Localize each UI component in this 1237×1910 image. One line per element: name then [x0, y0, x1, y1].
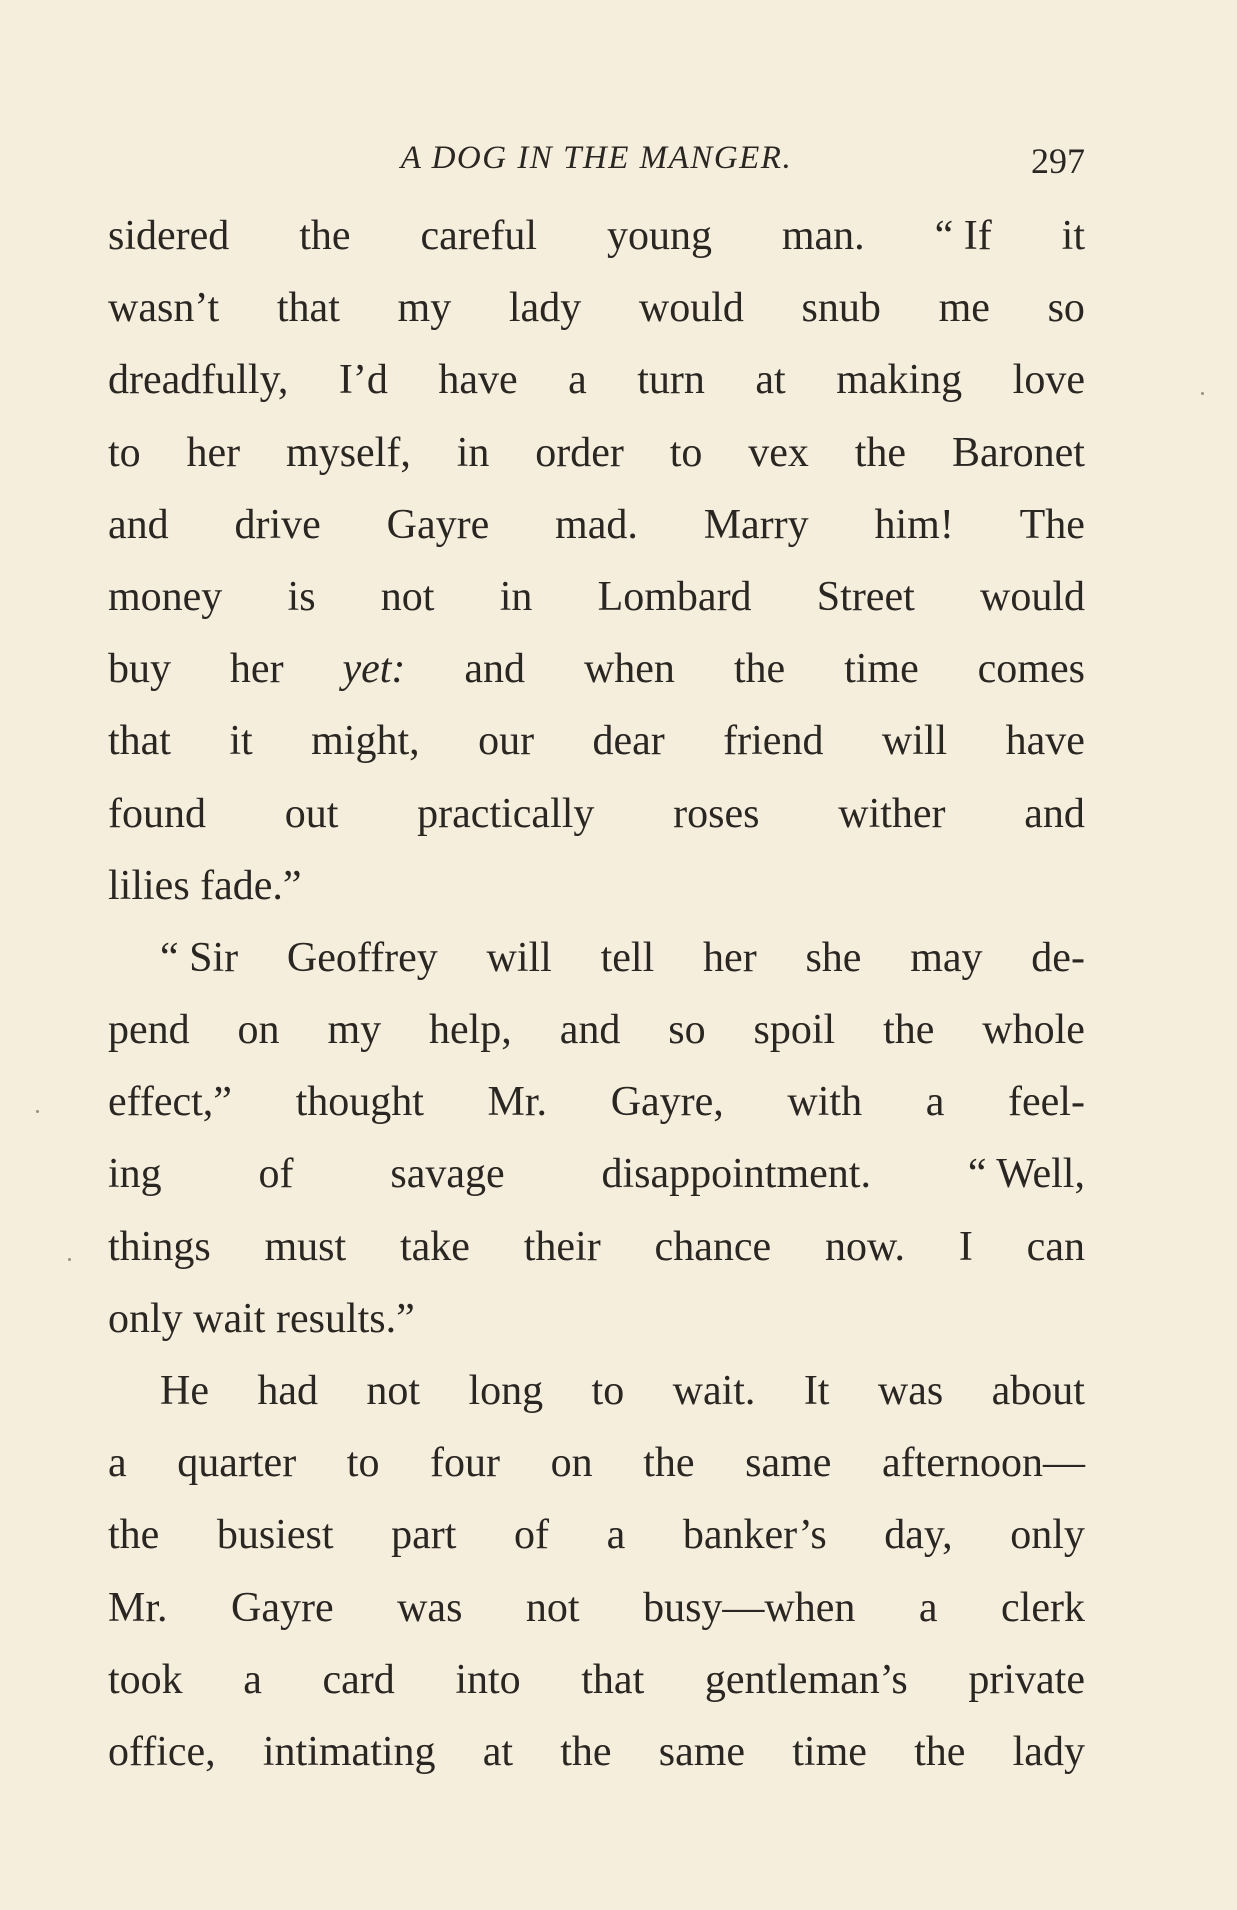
word: a	[925, 1079, 945, 1126]
text-line	[108, 1138, 1085, 1210]
text-line	[108, 1644, 1085, 1716]
text-line	[108, 994, 1085, 1066]
word: pend	[108, 1007, 190, 1054]
word: of	[514, 1512, 550, 1559]
word: man.	[781, 213, 865, 259]
word: was	[877, 1368, 944, 1414]
text-line	[108, 778, 1085, 850]
word: she	[805, 934, 862, 981]
text-line	[108, 489, 1085, 561]
word: lady	[1012, 1728, 1085, 1775]
word: found	[108, 790, 206, 837]
word: de-	[1031, 934, 1085, 981]
word: the	[854, 429, 907, 476]
word: I’d	[338, 357, 388, 404]
word: whole	[982, 1007, 1085, 1054]
word: things	[108, 1223, 211, 1270]
word: out	[284, 790, 339, 837]
word: drive	[234, 501, 321, 548]
text-line	[108, 1283, 1085, 1355]
text-line	[108, 417, 1085, 489]
word: young	[606, 213, 712, 259]
word: that	[276, 285, 340, 332]
word: disappointment.	[601, 1151, 871, 1198]
text-line	[108, 1427, 1085, 1499]
word: to	[346, 1440, 380, 1487]
word: savage	[390, 1151, 505, 1198]
word: I	[958, 1223, 973, 1270]
text-line	[108, 1211, 1085, 1283]
word: that	[108, 718, 171, 765]
word: practically	[417, 790, 595, 837]
word: a	[243, 1656, 262, 1703]
word: my	[327, 1007, 382, 1054]
word: Gayre	[386, 501, 490, 548]
text-line	[108, 1572, 1085, 1644]
word: not	[380, 573, 435, 620]
word: the	[560, 1728, 612, 1775]
word: him!	[874, 501, 954, 548]
word: would	[980, 573, 1085, 620]
word: on	[237, 1007, 280, 1054]
word: not	[525, 1584, 580, 1631]
word: a	[568, 357, 587, 404]
word: their	[523, 1223, 601, 1270]
word: gentleman’s	[704, 1656, 908, 1703]
word: the	[914, 1728, 966, 1775]
word: ing	[108, 1151, 162, 1198]
word: help,	[429, 1007, 512, 1054]
word: her	[703, 934, 757, 981]
word: so	[1047, 285, 1085, 332]
word: to	[591, 1368, 625, 1414]
word: feel-	[1008, 1079, 1085, 1126]
word: Baronet	[951, 429, 1085, 476]
word: private	[968, 1656, 1085, 1703]
word: roses	[673, 790, 760, 837]
word: and	[559, 1007, 621, 1054]
word: a	[108, 1440, 127, 1487]
word: day,	[884, 1512, 953, 1559]
word: is	[287, 573, 316, 620]
running-head	[108, 140, 1085, 190]
text-line	[108, 272, 1085, 344]
word: careful	[420, 213, 538, 259]
word: only	[1010, 1512, 1085, 1559]
word: me	[938, 285, 990, 332]
word: wait.	[672, 1368, 756, 1414]
word: Lombard	[597, 573, 752, 620]
word: was	[397, 1584, 463, 1631]
word: Gayre,	[610, 1079, 724, 1126]
word: banker’s	[682, 1512, 827, 1559]
word: take	[400, 1223, 470, 1270]
word: her	[229, 646, 284, 693]
word: may	[910, 934, 983, 981]
word: that	[581, 1656, 645, 1703]
word: had	[257, 1368, 319, 1414]
word: wither	[838, 790, 946, 837]
word: about	[991, 1368, 1085, 1414]
word: in	[499, 573, 533, 620]
word: might,	[311, 718, 420, 765]
word: love	[1012, 357, 1085, 404]
text-line-indented	[108, 1355, 1085, 1427]
word: same	[745, 1440, 832, 1487]
word: dear	[592, 718, 665, 765]
word: turn	[637, 357, 705, 404]
word: sidered	[108, 213, 230, 259]
word: dreadfully,	[108, 357, 289, 404]
word: will	[486, 934, 552, 981]
text-line-indented	[108, 922, 1085, 994]
word: making	[836, 357, 963, 404]
word: at	[482, 1728, 514, 1775]
text-line	[108, 705, 1085, 777]
italic-word: yet:	[342, 646, 406, 693]
word: The	[1019, 501, 1085, 548]
word: it	[1061, 213, 1085, 259]
word: money	[108, 573, 223, 620]
word: in	[456, 429, 490, 476]
word: my	[397, 285, 452, 332]
word: order	[535, 429, 624, 476]
word: must	[264, 1223, 347, 1270]
word: will	[881, 718, 948, 765]
word: “ Sir	[160, 934, 239, 981]
word: and	[464, 646, 526, 693]
running-title: A DOG IN THE MANGER.	[400, 140, 793, 176]
word: would	[638, 285, 744, 332]
text-line	[108, 633, 1085, 705]
word: wasn’t	[108, 285, 220, 332]
page-number: 297	[1031, 141, 1085, 181]
word: thought	[295, 1079, 424, 1126]
word: office,	[108, 1728, 216, 1775]
word: the	[733, 646, 786, 693]
word: and	[1024, 790, 1085, 837]
word: tell	[600, 934, 655, 981]
word: on	[550, 1440, 593, 1487]
word: intimating	[262, 1728, 436, 1775]
word: spoil	[753, 1007, 836, 1054]
body-text	[108, 200, 1085, 1788]
word: Mr.	[487, 1079, 548, 1126]
word: a	[606, 1512, 626, 1559]
paragraph-end-text: lilies fade.”	[108, 862, 302, 909]
word: part	[391, 1512, 457, 1559]
word: a	[918, 1584, 938, 1631]
word: “ Well,	[967, 1151, 1085, 1198]
word: lady	[508, 285, 582, 332]
word: have	[1005, 718, 1085, 765]
word: quarter	[177, 1440, 297, 1487]
word: so	[668, 1007, 706, 1054]
word: afternoon—	[882, 1440, 1085, 1487]
word: into	[455, 1656, 521, 1703]
word: our	[478, 718, 535, 765]
word: when	[583, 646, 675, 693]
word: not	[366, 1368, 421, 1414]
word: Marry	[703, 501, 809, 548]
word: the	[643, 1440, 695, 1487]
word: time	[792, 1728, 867, 1775]
paper-speck	[1201, 392, 1204, 395]
text-line	[108, 1499, 1085, 1571]
word: buy	[108, 646, 171, 693]
word: Gayre	[231, 1584, 334, 1631]
text-line	[108, 850, 1085, 922]
word: four	[430, 1440, 501, 1487]
word: busiest	[216, 1512, 334, 1559]
word: busy—when	[643, 1584, 856, 1631]
word: now.	[824, 1223, 906, 1270]
word: vex	[748, 429, 809, 476]
text-line	[108, 200, 1085, 272]
word: friend	[723, 718, 824, 765]
word: Geoffrey	[286, 934, 438, 981]
text-line	[108, 561, 1085, 633]
word: effect,”	[108, 1079, 232, 1126]
word: to	[669, 429, 703, 476]
word: chance	[654, 1223, 772, 1270]
word: her	[186, 429, 241, 476]
word: clerk	[1001, 1584, 1085, 1631]
word: the	[108, 1512, 160, 1559]
word: card	[322, 1656, 395, 1703]
paper-speck	[68, 1258, 71, 1261]
word: mad.	[555, 501, 638, 548]
word: and	[108, 501, 169, 548]
word: of	[258, 1151, 294, 1198]
word: can	[1026, 1223, 1085, 1270]
text-line	[108, 344, 1085, 416]
word: same	[658, 1728, 746, 1775]
word: It	[803, 1368, 830, 1414]
word: Mr.	[108, 1584, 168, 1631]
word: at	[755, 357, 786, 404]
word: to	[108, 429, 141, 476]
paragraph-end-text: only wait results.”	[108, 1295, 415, 1342]
word: took	[108, 1656, 183, 1703]
word: have	[438, 357, 518, 404]
paper-speck	[36, 1110, 39, 1113]
word: comes	[977, 646, 1085, 693]
word: “ If	[934, 213, 992, 259]
word: He	[160, 1368, 209, 1414]
word: time	[844, 646, 919, 693]
word: the	[299, 213, 351, 259]
text-line	[108, 1716, 1085, 1788]
word: it	[229, 718, 253, 765]
word: with	[787, 1079, 863, 1126]
text-line	[108, 1066, 1085, 1138]
word: long	[468, 1368, 544, 1414]
word: snub	[801, 285, 881, 332]
word: the	[883, 1007, 935, 1054]
word: myself,	[286, 429, 411, 476]
word: Street	[816, 573, 915, 620]
